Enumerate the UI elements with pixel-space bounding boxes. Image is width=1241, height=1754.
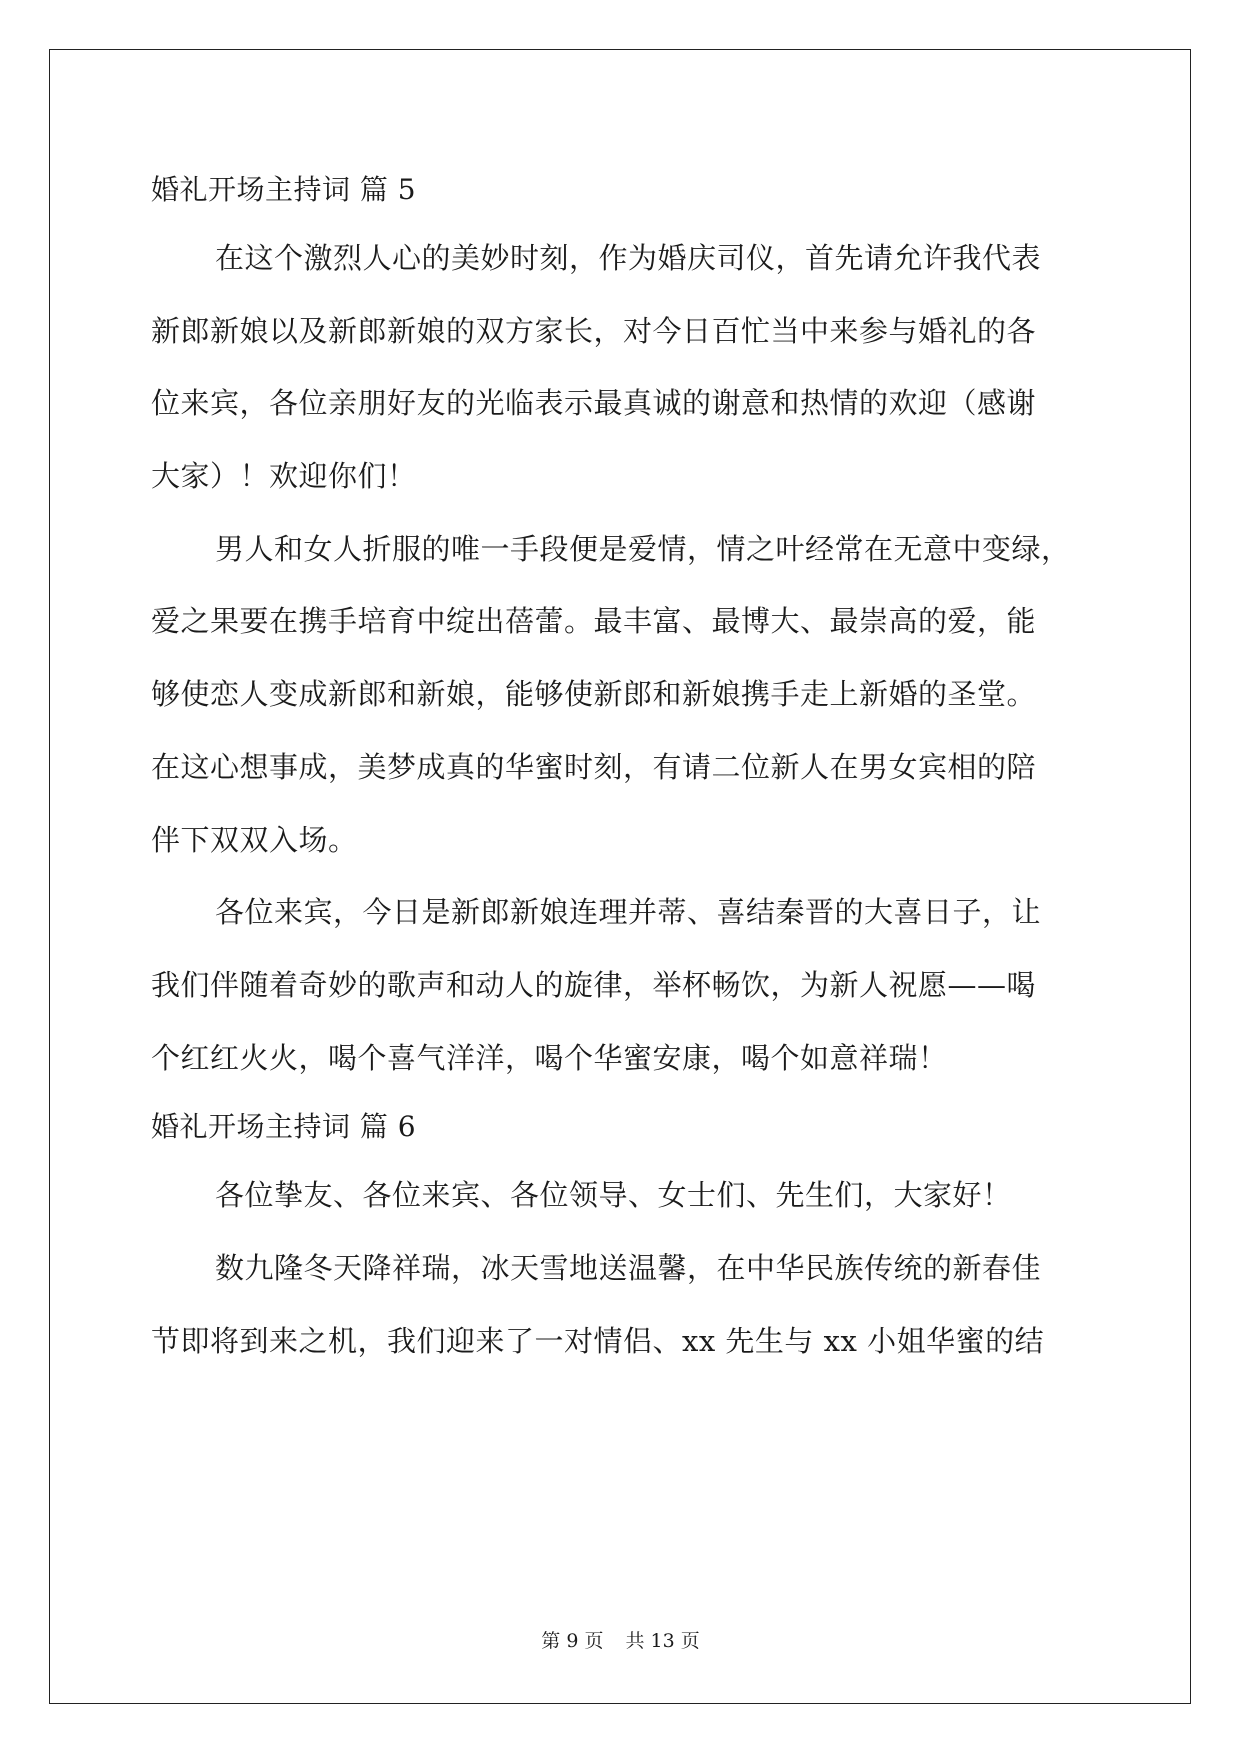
text-line: 够使恋人变成新郎和新娘，能够使新郎和新娘携手走上新婚的圣堂。 xyxy=(151,677,1037,712)
text-line: 新郎新娘以及新郎新娘的双方家长，对今日百忙当中来参与婚礼的各 xyxy=(151,313,1037,348)
section-heading: 婚礼开场主持词 篇 6 xyxy=(151,1110,417,1144)
paragraph xyxy=(151,1159,1091,1232)
text-line: 数九隆冬天降祥瑞，冰天雪地送温馨，在中华民族传统的新春佳 xyxy=(215,1250,1042,1285)
text-line: 爱之果要在携手培育中绽出蓓蕾。最丰富、最博大、最崇高的爱，能 xyxy=(151,604,1037,639)
page-total: 共 13 页 xyxy=(625,1630,700,1652)
text-line: 我们伴随着奇妙的歌声和动人的旋律，举杯畅饮，为新人祝愿——喝 xyxy=(151,967,1037,1002)
paragraph xyxy=(151,876,1091,1094)
text-line: 男人和女人折服的唯一手段便是爱情，情之叶经常在无意中变绿， xyxy=(215,531,1071,566)
text-line: 大家）！欢迎你们！ xyxy=(151,459,417,494)
text-line: 节即将到来之机，我们迎来了一对情侣、xx 先生与 xx 小姐华蜜的结 xyxy=(151,1323,1045,1358)
page-number: 第 9 页 xyxy=(541,1630,604,1652)
paragraph xyxy=(151,222,1091,513)
paragraph xyxy=(151,1232,1091,1377)
text-line: 各位挚友、各位来宾、各位领导、女士们、先生们，大家好！ xyxy=(215,1178,1012,1213)
text-line: 在这心想事成，美梦成真的华蜜时刻，有请二位新人在男女宾相的陪 xyxy=(151,749,1037,784)
paragraph xyxy=(151,513,1091,876)
text-line: 位来宾，各位亲朋好友的光临表示最真诚的谢意和热情的欢迎（感谢 xyxy=(151,386,1037,421)
page-footer xyxy=(0,1629,1241,1653)
text-line: 在这个激烈人心的美妙时刻，作为婚庆司仪，首先请允许我代表 xyxy=(215,241,1042,275)
text-line: 各位来宾，今日是新郎新娘连理并蒂、喜结秦晋的大喜日子，让 xyxy=(215,895,1042,930)
document-body xyxy=(151,157,1091,1377)
text-line: 伴下双双入场。 xyxy=(151,822,358,857)
text-line: 个红红火火，喝个喜气洋洋，喝个华蜜安康，喝个如意祥瑞！ xyxy=(151,1040,948,1075)
section-heading: 婚礼开场主持词 篇 5 xyxy=(151,173,417,206)
